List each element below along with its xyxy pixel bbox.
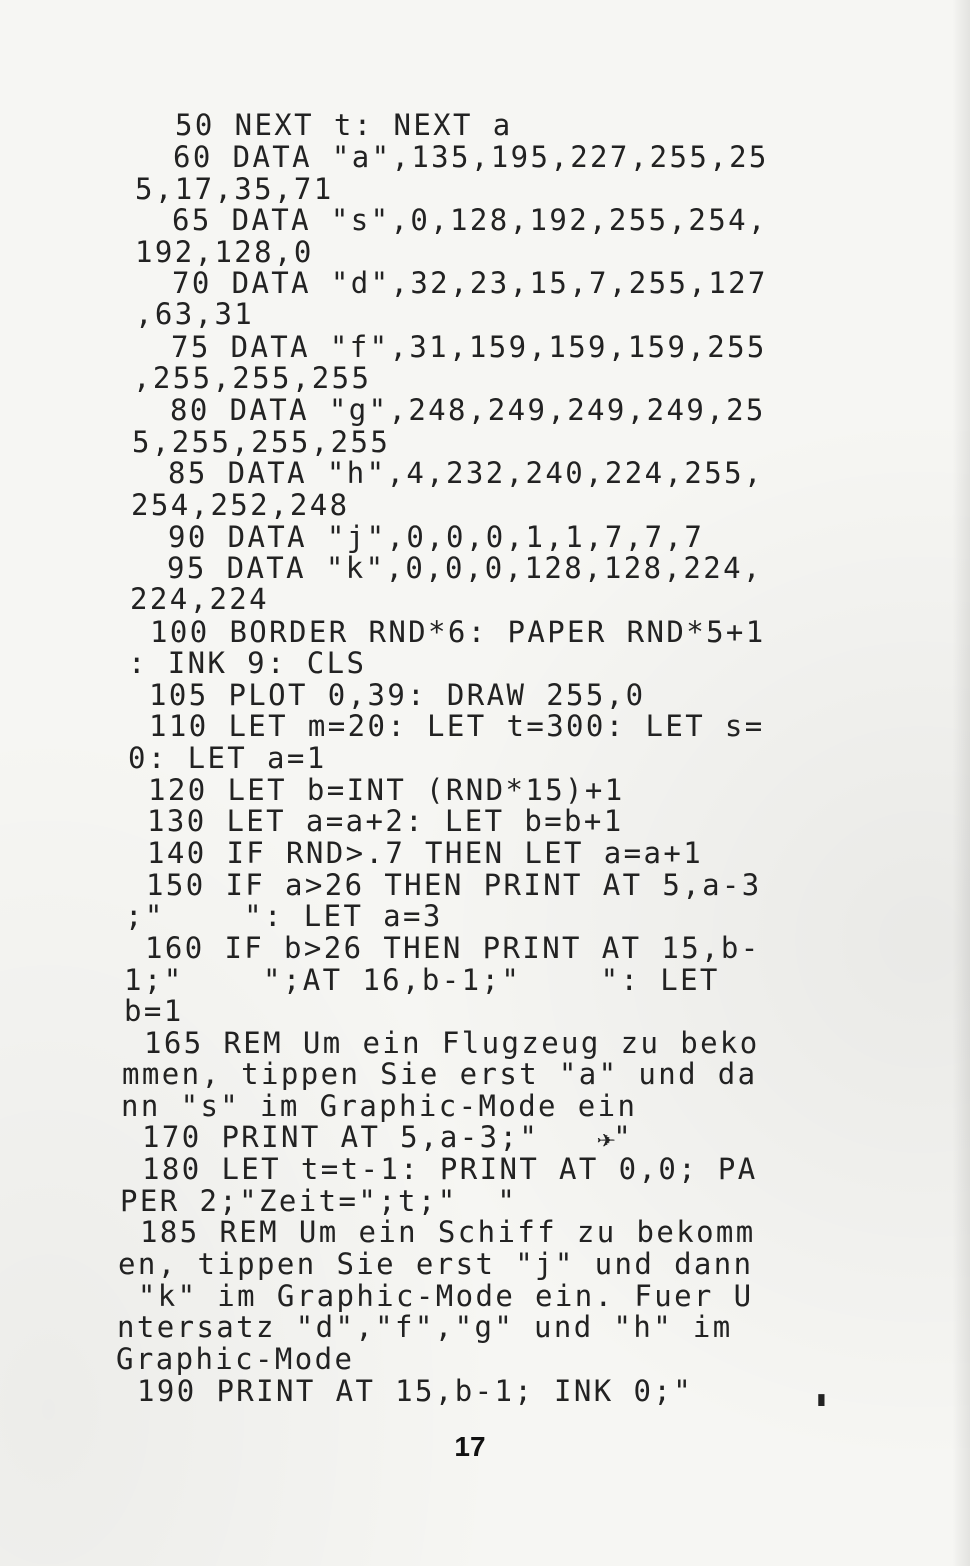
code-line: PER 2;"Zeit=";t;" ": [120, 1184, 518, 1218]
code-line: ,63,31: [135, 297, 255, 331]
code-line: 140 IF RND>.7 THEN LET a=a+1: [147, 836, 704, 870]
code-line-190: [137, 1375, 827, 1410]
code-line: Graphic-Mode: [116, 1342, 355, 1376]
code-line-170: [142, 1121, 633, 1155]
code-line: 254,252,248: [131, 488, 350, 522]
code-line: 192,128,0: [135, 235, 314, 269]
code-line: ,255,255,255: [133, 361, 372, 395]
code-line: 165 REM Um ein Flugzeug zu beko: [144, 1026, 760, 1060]
code-line: 95 DATA "k",0,0,0,128,128,224,: [167, 551, 763, 585]
closing-quote: ": [613, 1120, 634, 1154]
code-line: 185 REM Um ein Schiff zu bekomm: [140, 1215, 756, 1249]
code-line: 5,17,35,71: [135, 172, 334, 206]
airplane-graphic-icon: ✈: [596, 1125, 616, 1153]
code-line: 150 IF a>26 THEN PRINT AT 5,a-3: [146, 868, 762, 902]
code-line: : INK 9: CLS: [128, 646, 367, 680]
page-number: 17: [454, 1431, 486, 1462]
code-line: 5,255,255,255: [132, 425, 391, 459]
code-line: "k" im Graphic-Mode ein. Fuer U: [118, 1279, 754, 1313]
code-line-text: 190 PRINT AT 15,b-1; INK 0;": [137, 1374, 733, 1408]
code-line: 65 DATA "s",0,128,192,255,254,: [172, 203, 768, 237]
code-line: 60 DATA "a",135,195,227,255,25: [173, 140, 769, 174]
ship-graphic-icon: ▗: [812, 1382, 827, 1406]
code-line: nn "s" im Graphic-Mode ein: [121, 1089, 638, 1123]
code-line: b=1: [124, 994, 184, 1028]
code-line: 100 BORDER RND*6: PAPER RND*5+1: [150, 615, 766, 649]
code-line: mmen, tippen Sie erst "a" und da: [122, 1057, 758, 1091]
code-line: 1;" ";AT 16,b-1;" ": LET: [124, 963, 720, 997]
code-line: 70 DATA "d",32,23,15,7,255,127: [172, 266, 768, 300]
code-line: 160 IF b>26 THEN PRINT AT 15,b-: [145, 931, 761, 965]
code-line: ;" ": LET a=3: [125, 899, 443, 933]
code-line: 120 LET b=INT (RND*15)+1: [148, 773, 625, 807]
code-line: en, tippen Sie erst "j" und dann: [118, 1247, 754, 1281]
code-line: 224,224: [130, 582, 270, 616]
code-line: 110 LET m=20: LET t=300: LET s=: [149, 709, 765, 743]
code-line: 85 DATA "h",4,232,240,224,255,: [168, 456, 764, 490]
code-line-text: 170 PRINT AT 5,a-3;": [142, 1120, 579, 1154]
code-line: 75 DATA "f",31,159,159,159,255: [171, 330, 767, 364]
code-line: 180 LET t=t-1: PRINT AT 0,0; PA: [142, 1152, 758, 1186]
code-line: 105 PLOT 0,39: DRAW 255,0: [149, 678, 646, 712]
code-line: 50 NEXT t: NEXT a: [175, 108, 513, 142]
page-edge-shadow: [952, 0, 970, 1566]
code-line: 80 DATA "g",248,249,249,249,25: [170, 393, 766, 427]
code-line: 0: LET a=1: [128, 741, 327, 775]
code-line: 90 DATA "j",0,0,0,1,1,7,7,7: [168, 520, 705, 554]
code-line: ntersatz "d","f","g" und "h" im: [117, 1310, 733, 1344]
code-line: 130 LET a=a+2: LET b=b+1: [147, 804, 624, 838]
